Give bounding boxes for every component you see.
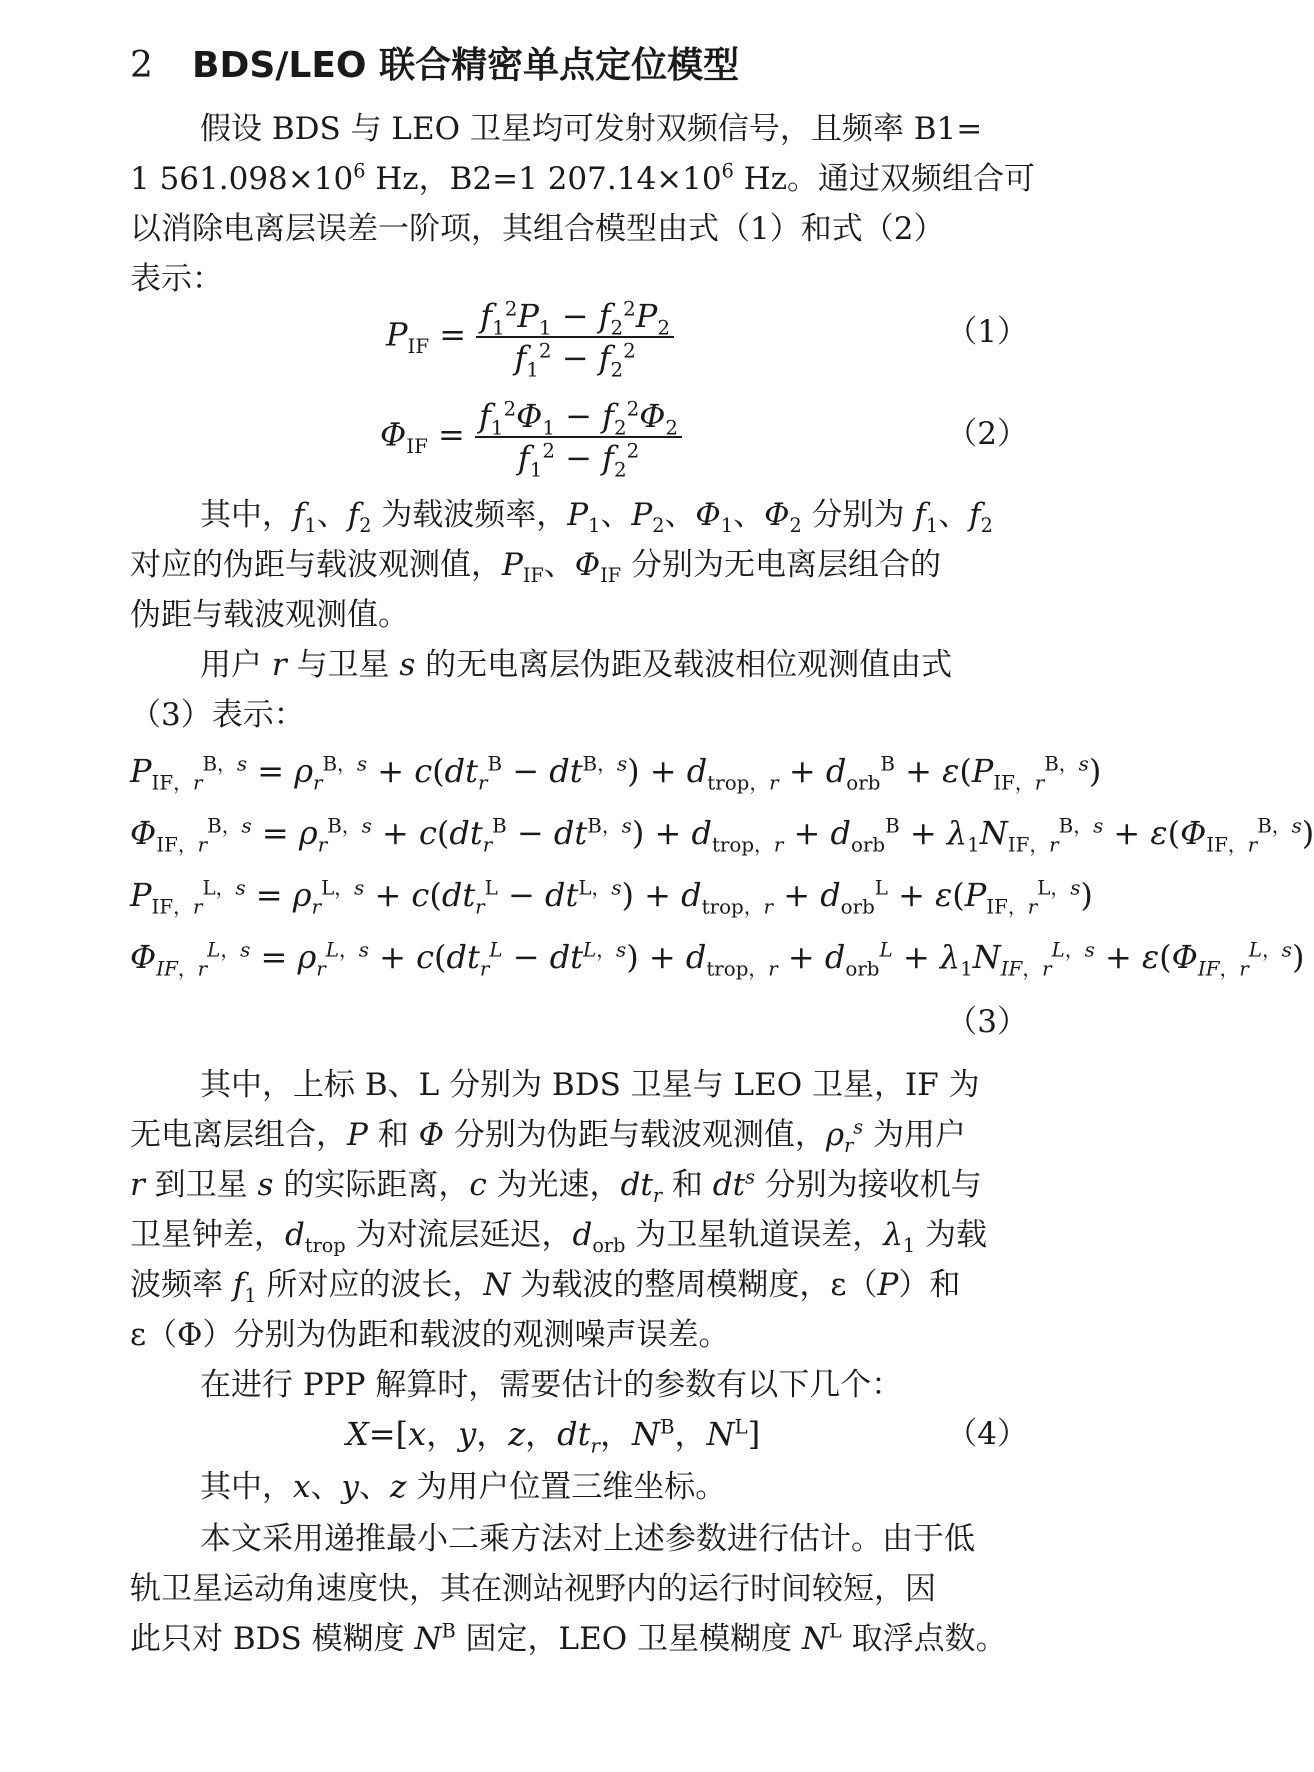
para2-line-2: 对应的伪距与载波观测值，$P_{IF}$、$\Phi_{IF}$ 分别为无电离层组合的 bbox=[130, 547, 941, 588]
para4-line-3: r 到卫星 s 的实际距离，c 为光速，$dt_r$ 和 $dt^s$ 分别为接收机与 bbox=[130, 1165, 982, 1208]
para4-line-4: 卫星钟差，$d_{trop}$ 为对流层延迟，$d_{orb}$ 为卫星轨道误差，$\lambda_1$ 为载 bbox=[130, 1217, 987, 1258]
equation-1: $P_{IF}$ = $\frac{f_1^2P_1 - f_2^2P_2}{f_1^2 - f_2^2}$ bbox=[386, 296, 674, 378]
para7-line-2: 轨卫星运动角速度快，其在测站视野内的运行时间较短，因 bbox=[130, 1571, 936, 1607]
para4-line-6: ε（Φ）分别为伪距和载波的观测噪声误差。 bbox=[130, 1317, 730, 1353]
para1-line-3: 以消除电离层误差一阶项，其组合模型由式（1）和式（2） bbox=[130, 211, 945, 247]
eq4-number: （4） bbox=[946, 1416, 1028, 1452]
eq1-fraction: $\frac{f_1^2P_1 - f_2^2P_2}{f_1^2 - f_2^2}$ bbox=[476, 296, 674, 378]
para6-line: 其中，x、y、z 为用户位置三维坐标。 bbox=[200, 1469, 727, 1505]
para4-line-5: 波频率 $f_1$ 所对应的波长，N 为载波的整周模糊度，ε（P）和 bbox=[130, 1267, 961, 1308]
para1-line-4: 表示： bbox=[130, 261, 223, 297]
para7-line-1: 本文采用递推最小二乘方法对上述参数进行估计。由于低 bbox=[200, 1521, 975, 1557]
section-number: 2 bbox=[130, 45, 153, 86]
para1-line-2: 1 $561.098\times 10^6$ Hz，B2=1 $207.14\times 10^6$ Hz。通过双频组合可 bbox=[130, 159, 1036, 197]
para7-line-3: 此只对 BDS 模糊度 $N^B$ 固定，LEO 卫星模糊度 $N^L$ 取浮点数。 bbox=[130, 1619, 1007, 1657]
eq2-number: （2） bbox=[946, 416, 1028, 452]
eq3-row-bds-phase: $\Phi_{IF,r}^{B,s} = \rho_r^{B,s} + c(dt_r^B - dt^{B,s}) + d_{trop,r} + d_{orb}^B + \lambda_1N_{IF,r}^{B,s} + \varepsilon(\Phi_{IF,r}^{B,s})$ bbox=[130, 814, 1314, 857]
eq3-row-leo-phase: $\Phi_{IF,r}^{L,s} = \rho_r^{L,s} + c(dt_r^L - dt^{L,s}) + d_{trop,r} + d_{orb}^L + \lambda_1N_{IF,r}^{L,s} + \varepsilon(\Phi_{IF,r}^{L,s})$ bbox=[130, 938, 1305, 981]
para5-line: 在进行 PPP 解算时，需要估计的参数有以下几个： bbox=[200, 1367, 903, 1403]
eq1-number: （1） bbox=[946, 314, 1028, 350]
para4-line-1: 其中，上标 B、L 分别为 BDS 卫星与 LEO 卫星，IF 为 bbox=[200, 1067, 980, 1103]
equation-2: $\Phi_{IF}$ = $\frac{f_1^2\Phi_1 - f_2^2\Phi_2}{f_1^2 - f_2^2}$ bbox=[380, 396, 682, 478]
eq3-row-bds-pseudorange: $P_{IF,r}^{B,s} = \rho_r^{B,s} + c(dt_r^B - dt^{B,s}) + d_{trop,r} + d_{orb}^B + \varepsilon(P_{IF,r}^{B,s})$ bbox=[130, 752, 1102, 795]
equation-4: X=[x，y，z，$dt_r$，$N^B$，$N^L$] bbox=[346, 1415, 761, 1458]
para3-line-1: 用户 r 与卫星 s 的无电离层伪距及载波相位观测值由式 bbox=[200, 647, 953, 683]
section-title: BDS/LEO 联合精密单点定位模型 bbox=[192, 45, 740, 86]
eq3-row-leo-pseudorange: $P_{IF,r}^{L,s} = \rho_r^{L,s} + c(dt_r^L - dt^{L,s}) + d_{trop,r} + d_{orb}^L + \varepsilon(P_{IF,r}^{L,s})$ bbox=[130, 876, 1093, 919]
para3-line-2: （3）表示： bbox=[130, 697, 305, 733]
para2-line-1: 其中，$f_1$、$f_2$ 为载波频率，$P_1$、$P_2$、$\Phi_1$、$\Phi_2$ 分别为 $f_1$、$f_2$ bbox=[200, 497, 993, 538]
equation-3-system bbox=[130, 740, 1314, 988]
eq3-number: （3） bbox=[946, 1004, 1028, 1040]
eq2-fraction: $\frac{f_1^2\Phi_1 - f_2^2\Phi_2}{f_1^2 - f_2^2}$ bbox=[475, 396, 682, 478]
para2-line-3: 伪距与载波观测值。 bbox=[130, 597, 409, 633]
section-heading bbox=[130, 40, 739, 92]
para4-line-2: 无电离层组合，P 和 Φ 分别为伪距与载波观测值，$\rho_r^s$ 为用户 bbox=[130, 1115, 966, 1158]
para1-line-1: 假设 BDS 与 LEO 卫星均可发射双频信号，且频率 B1= bbox=[200, 111, 983, 147]
